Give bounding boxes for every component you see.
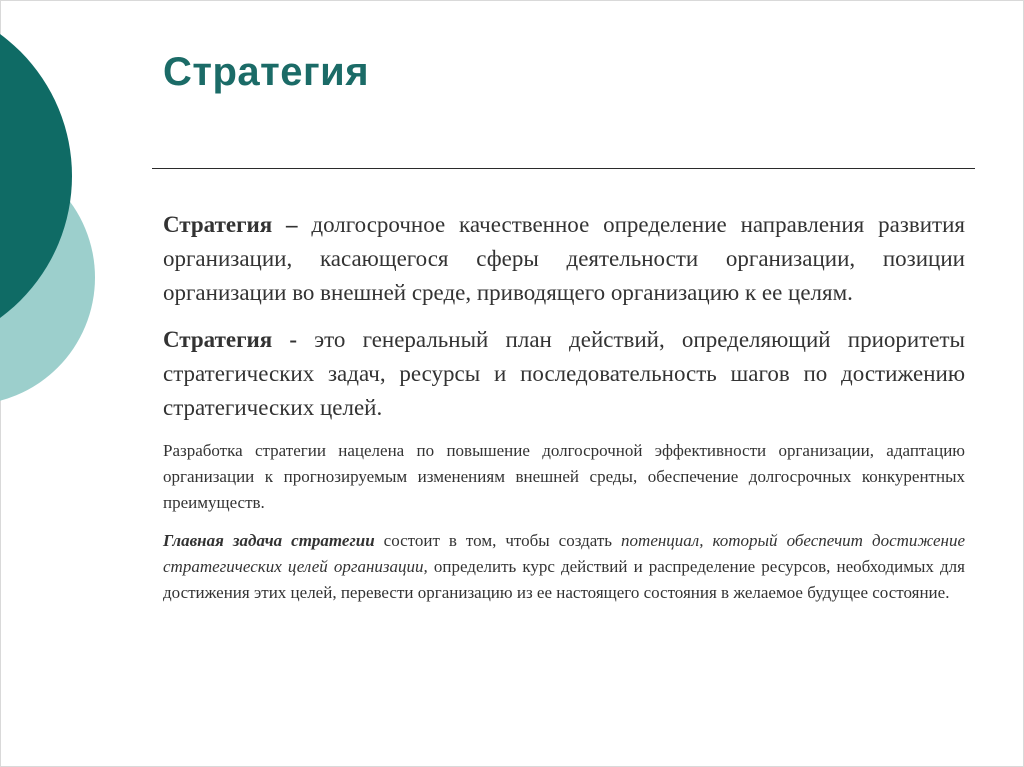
definition-term-2: Стратегия -	[163, 327, 298, 352]
definition-paragraph-1	[163, 208, 965, 310]
definition-term-1: Стратегия –	[163, 212, 298, 237]
definition-text-2: это генеральный план действий, определяющий приоритеты стратегических задач, ресурсы и последовательность шагов по достижению стратегических целей.	[163, 327, 965, 420]
strategy-purpose-paragraph: Разработка стратегии нацелена по повышение долгосрочной эффективности организации, адаптацию организации к прогнозируемым изменениям внешней среды, обеспечение долгосрочных конкурентных преимуществ.	[163, 441, 965, 512]
title-divider	[152, 168, 975, 169]
main-task-tail: определить курс действий и распределение ресурсов, необходимых для достижения этих целей, перевести организацию из ее настоящего состояния в желаемое будущее состояние.	[163, 557, 965, 602]
main-task-emphasis: потенциал, который обеспечит достижение стратегических целей организации,	[163, 531, 965, 576]
definition-paragraph-2	[163, 323, 965, 425]
main-task-lead: Главная задача стратегии	[163, 531, 375, 550]
strategy-main-task-paragraph	[163, 528, 965, 606]
definition-text-1: долгосрочное качественное определение направления развития организации, касающегося сферы деятельности организации, позиции организации во внешней среде, приводящего организацию к ее целям.	[163, 212, 965, 305]
slide-body	[163, 208, 965, 618]
slide-title: Стратегия	[163, 50, 370, 94]
main-task-mid: состоит в том, чтобы создать	[374, 531, 622, 550]
